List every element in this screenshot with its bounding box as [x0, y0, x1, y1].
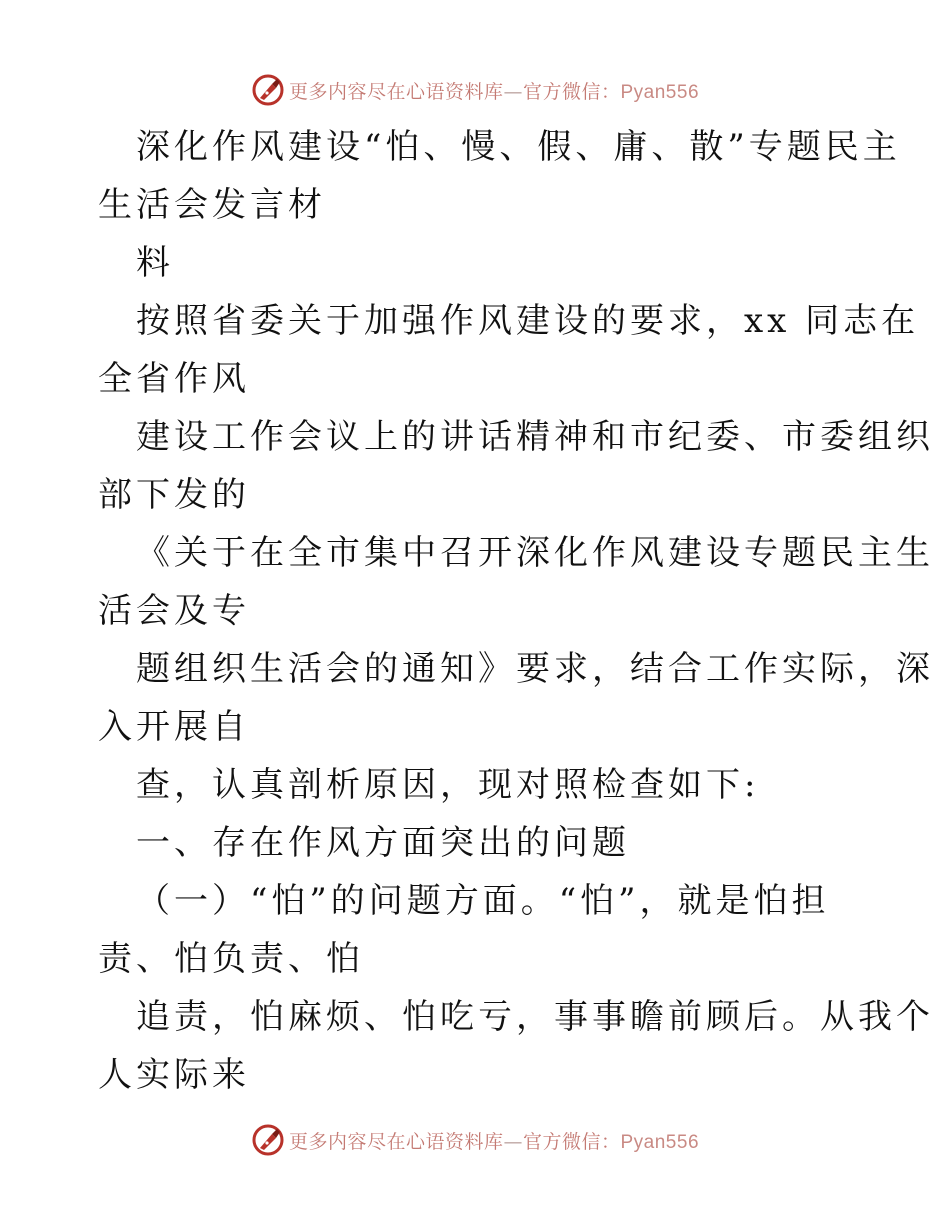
- paragraph-line: 部下发的: [98, 475, 250, 515]
- section-heading: 一、存在作风方面突出的问题: [136, 823, 630, 863]
- title-line-3: 料: [136, 243, 174, 283]
- title-line-1: 深化作风建设“怕、慢、假、庸、散”专题民主: [136, 127, 901, 167]
- paragraph-line: 责、怕负责、怕: [98, 939, 364, 979]
- paragraph-line: 建设工作会议上的讲话精神和市纪委、市委组织: [136, 417, 934, 457]
- pen-nib-logo-icon: [251, 73, 285, 107]
- watermark-label: 官方微信：: [522, 80, 621, 103]
- watermark-brand: 更多内容尽在心语资料库: [288, 80, 504, 103]
- watermark-account: Pyan556: [620, 1131, 700, 1153]
- header-watermark: [0, 70, 950, 110]
- paragraph-line: 题组织生活会的通知》要求，结合工作实际，深: [136, 649, 934, 689]
- subsection-line: （一）“怕”的问题方面。“怕”，就是怕担: [136, 881, 830, 921]
- watermark-separator: —: [503, 80, 523, 103]
- document-body: [98, 118, 934, 1104]
- watermark-label: 官方微信：: [522, 1130, 621, 1153]
- watermark-brand: 更多内容尽在心语资料库: [288, 1130, 504, 1153]
- paragraph-line: 全省作风: [98, 359, 250, 399]
- footer-watermark: [0, 1120, 950, 1160]
- watermark-separator: —: [503, 1130, 523, 1153]
- paragraph-line: 追责，怕麻烦、怕吃亏，事事瞻前顾后。从我个: [136, 997, 934, 1037]
- watermark-account: Pyan556: [620, 81, 700, 103]
- paragraph-line: 查，认真剖析原因，现对照检查如下:: [136, 765, 760, 805]
- paragraph-line: 《关于在全市集中召开深化作风建设专题民主生: [136, 533, 934, 573]
- paragraph-line: 人实际来: [98, 1055, 250, 1095]
- paragraph-line: 按照省委关于加强作风建设的要求，xx 同志在: [136, 301, 920, 341]
- paragraph-line: 入开展自: [98, 707, 250, 747]
- title-line-2: 生活会发言材: [98, 185, 326, 225]
- paragraph-line: 活会及专: [98, 591, 250, 631]
- pen-nib-logo-icon: [251, 1123, 285, 1157]
